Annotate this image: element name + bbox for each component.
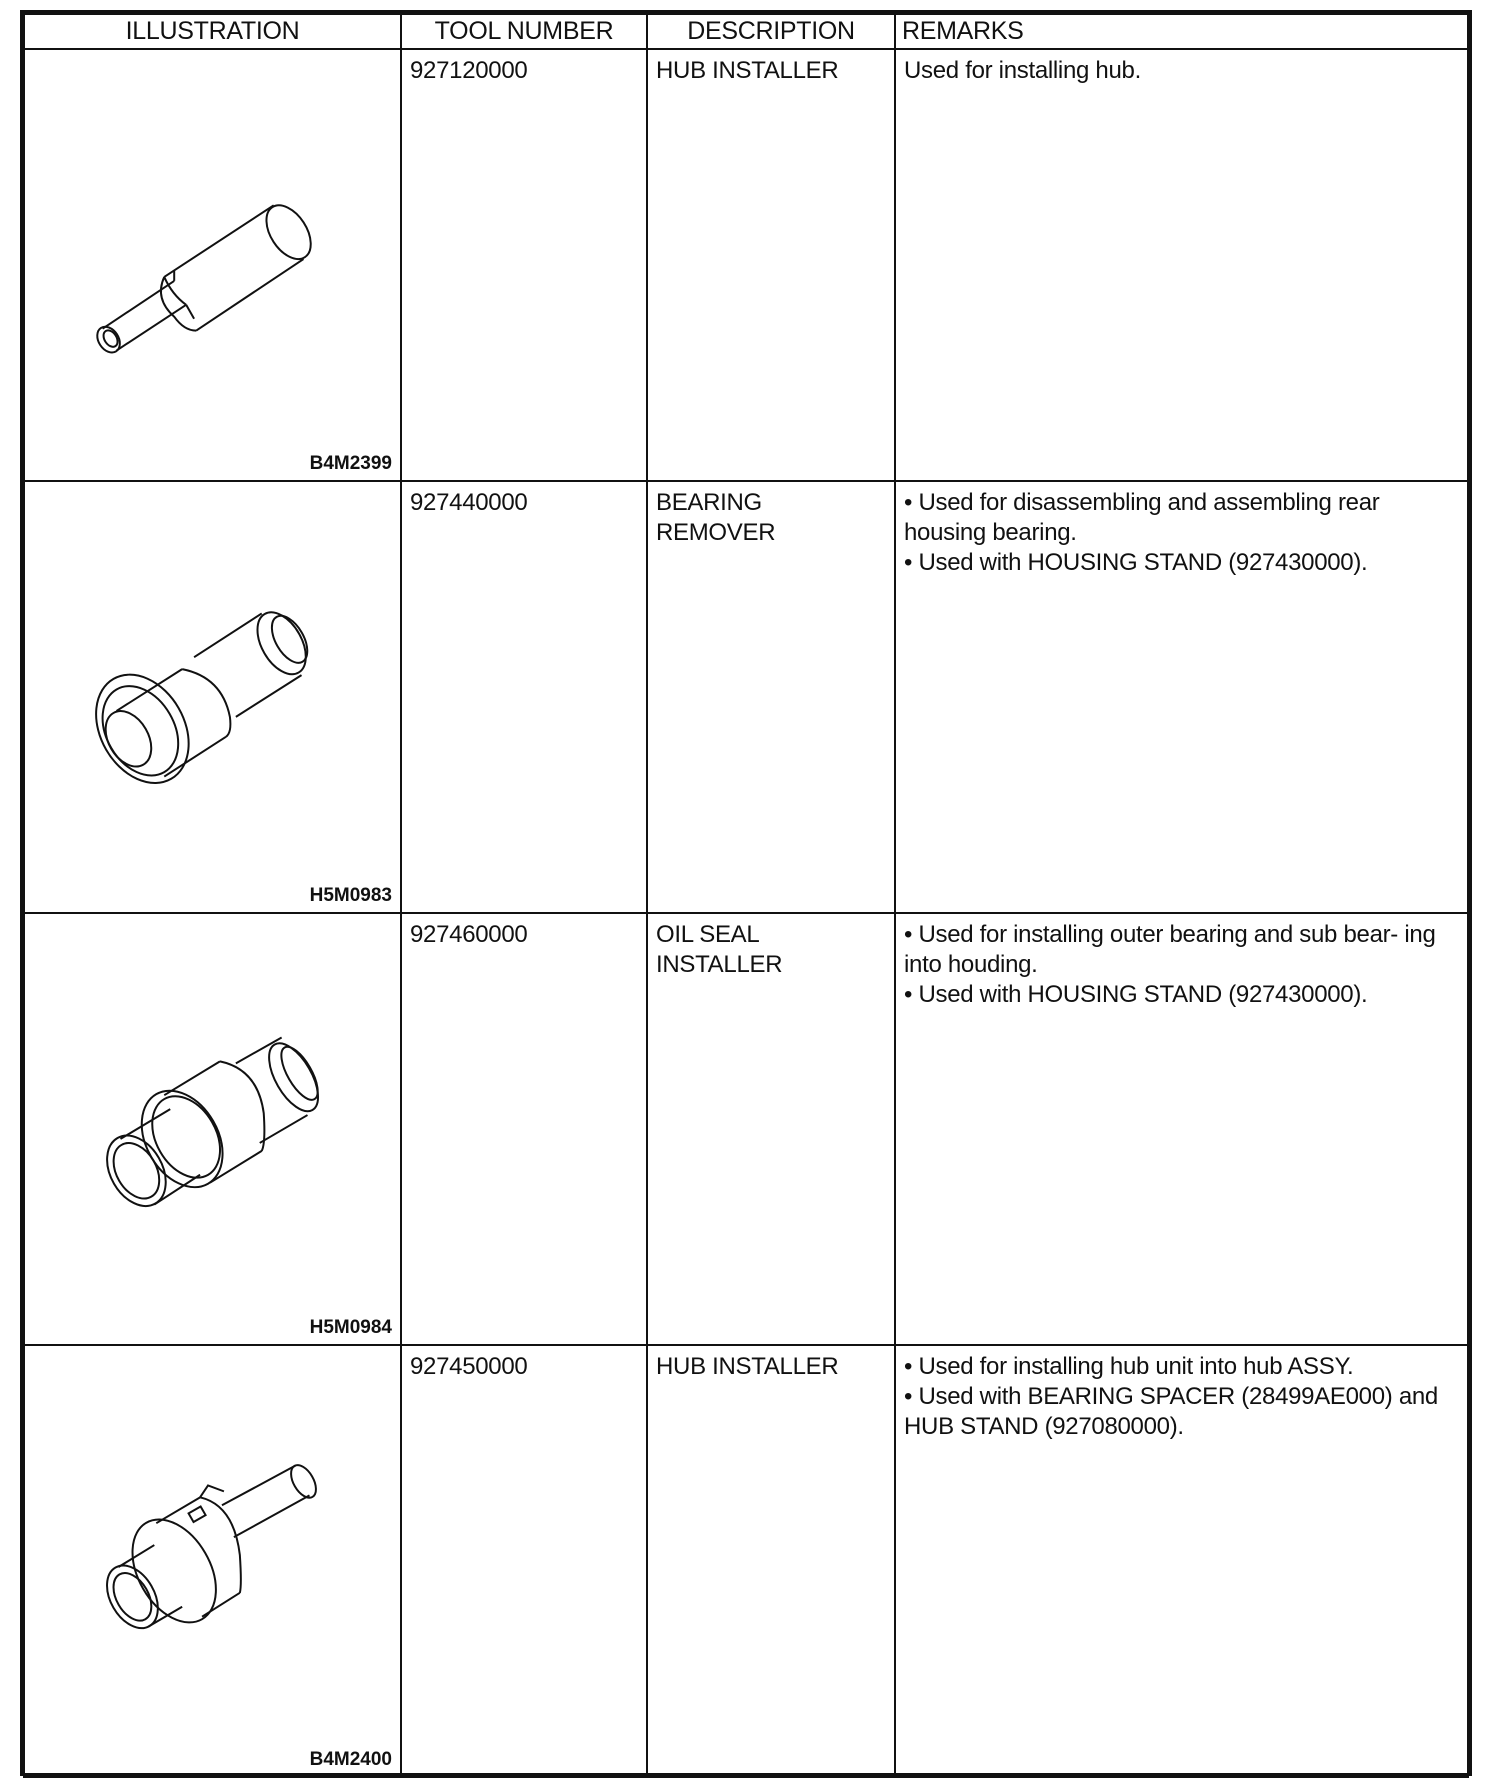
hub-installer-drawing-icon	[25, 1346, 400, 1776]
figure-code: H5M0983	[309, 885, 392, 906]
figure-code: H5M0984	[309, 1317, 392, 1338]
special-tools-table-sheet	[20, 10, 1472, 1776]
figure-code: B4M2399	[309, 453, 392, 474]
description-cell: HUB INSTALLER	[647, 49, 895, 481]
tool-number-cell: 927450000	[401, 1345, 647, 1777]
header-tool-number: TOOL NUMBER	[401, 14, 647, 49]
remark-line: • Used with HOUSING STAND (927430000).	[904, 981, 1368, 1008]
table-row	[24, 913, 1468, 1345]
remarks-cell	[895, 481, 1468, 913]
illustration-cell	[24, 1345, 401, 1777]
header-description: DESCRIPTION	[647, 14, 895, 49]
figure-code: B4M2400	[309, 1749, 392, 1770]
illustration-cell	[24, 49, 401, 481]
table-row	[24, 49, 1468, 481]
header-remarks: REMARKS	[895, 14, 1468, 49]
remark-line: • Used for installing hub unit into hub ASSY.	[904, 1353, 1354, 1380]
description-cell: BEARING REMOVER	[647, 481, 895, 913]
header-illustration: ILLUSTRATION	[24, 14, 401, 49]
remarks-cell	[895, 1345, 1468, 1777]
remark-line: • Used for installing outer bearing and sub bear- ing into houding.	[904, 921, 1436, 978]
header-row	[24, 14, 1468, 49]
remark-line: Used for installing hub.	[904, 57, 1141, 84]
description-cell: HUB INSTALLER	[647, 1345, 895, 1777]
remark-line: • Used for disassembling and assembling rear housing bearing.	[904, 489, 1380, 546]
hub-installer-drawing-icon	[25, 50, 400, 480]
table-row	[24, 481, 1468, 913]
tool-number-cell: 927120000	[401, 49, 647, 481]
description-cell: OIL SEAL INSTALLER	[647, 913, 895, 1345]
tool-number-cell: 927440000	[401, 481, 647, 913]
remarks-cell	[895, 913, 1468, 1345]
illustration-cell	[24, 913, 401, 1345]
bearing-remover-drawing-icon	[25, 482, 400, 912]
illustration-cell	[24, 481, 401, 913]
oil-seal-installer-drawing-icon	[25, 914, 400, 1344]
special-tools-table	[23, 13, 1469, 1778]
remark-line: • Used with HOUSING STAND (927430000).	[904, 549, 1368, 576]
remark-line: • Used with BEARING SPACER (28499AE000) and HUB STAND (927080000).	[904, 1383, 1438, 1440]
remarks-cell	[895, 49, 1468, 481]
tool-number-cell: 927460000	[401, 913, 647, 1345]
table-row	[24, 1345, 1468, 1777]
